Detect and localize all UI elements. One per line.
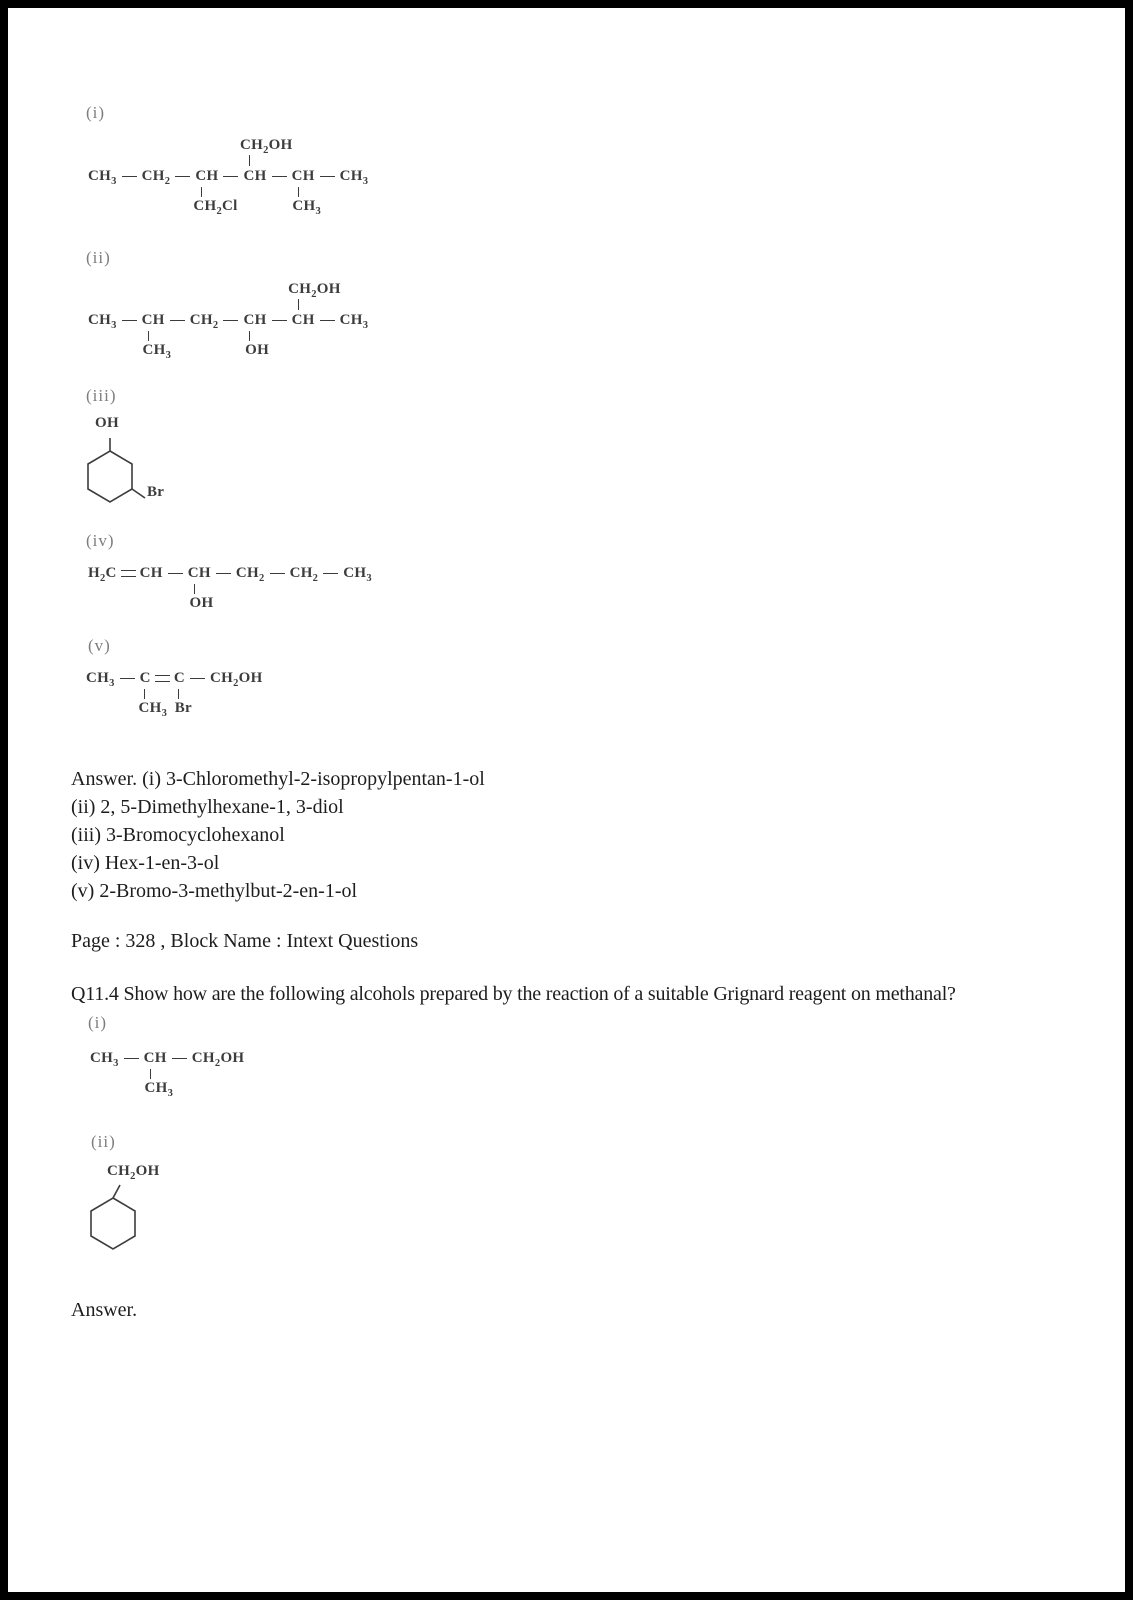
q3-answer-block (71, 765, 485, 905)
structure-q3-i (88, 137, 369, 217)
single-bond-icon (272, 320, 287, 321)
substituent: $CH_2Cl$ (193, 198, 238, 217)
atom: $CH_2$ (141, 168, 171, 187)
single-bond-icon (120, 678, 135, 679)
atom: $CH_3$ (88, 168, 117, 187)
atom: CH $CH_3$ (291, 168, 322, 217)
double-bond-icon (155, 675, 170, 682)
substituent: $CH_3$ (138, 700, 168, 719)
atom: $CH_3$ (86, 670, 115, 689)
item-label-i: (i) (86, 103, 106, 122)
formula-chain (88, 137, 369, 217)
item-label-v: (v) (88, 636, 111, 655)
substituent: $CH_3$ (144, 1080, 174, 1099)
single-bond-icon (323, 573, 338, 574)
single-bond-icon (172, 1058, 187, 1059)
single-bond-icon (170, 320, 185, 321)
atom: CH (139, 565, 163, 581)
substituent: $CH_2OH$ (239, 137, 293, 156)
item-label-iii: (iii) (86, 386, 117, 405)
formula-chain (88, 281, 369, 361)
vertical-bond-icon (298, 187, 299, 197)
atom: CH $CH_2Cl$ (193, 168, 238, 217)
q4-answer-heading: Answer. (71, 1299, 138, 1321)
vertical-bond-icon (144, 689, 145, 699)
substituent: $CH_3$ (292, 198, 322, 217)
atom: CH $CH_2OH$ (288, 281, 341, 328)
item-label-q4-i: (i) (88, 1013, 108, 1032)
cyclohexane-ring (76, 432, 186, 512)
atom: $CH_3$ (88, 312, 117, 331)
atom: CH $CH_3$ (143, 1050, 174, 1099)
atom: CH $CH_2OH$ (239, 137, 293, 184)
atom: $CH_2$ (235, 565, 265, 584)
atom: CH OH (187, 565, 214, 611)
atom: C $CH_3$ (138, 670, 168, 719)
atom: $CH_3$ (90, 1050, 119, 1069)
formula-chain (88, 564, 372, 611)
substituent: Br (174, 700, 192, 716)
atom: CH OH (243, 312, 270, 358)
cyclohexane-ring (88, 1182, 158, 1254)
answer-line: (iv) Hex-1-en-3-ol (71, 852, 220, 874)
single-bond-icon (270, 573, 285, 574)
substituent: OH (245, 342, 270, 358)
vertical-bond-icon (249, 331, 250, 341)
substituent: OH (189, 595, 214, 611)
structure-q3-v (86, 669, 263, 719)
substituent: $CH_2OH$ (288, 281, 341, 300)
vertical-bond-icon (194, 584, 195, 594)
atom: $CH_3$ (339, 168, 369, 187)
item-label-iv: (iv) (86, 531, 115, 550)
vertical-bond-icon (298, 299, 299, 310)
single-bond-icon (175, 176, 190, 177)
answer-line: (iii) 3-Bromocyclohexanol (71, 824, 285, 846)
atom: CH $CH_3$ (141, 312, 172, 361)
single-bond-icon (223, 320, 238, 321)
question-q11-4: Q11.4 Show how are the following alcohols prepared by the reaction of a suitable Grignard reagent on methanal? (71, 983, 956, 1005)
vertical-bond-icon (178, 689, 179, 699)
answer-line: (v) 2-Bromo-3-methylbut-2-en-1-ol (71, 880, 358, 902)
single-bond-icon (320, 320, 335, 321)
double-bond-icon (121, 570, 136, 577)
single-bond-icon (272, 176, 287, 177)
ring-br-label: Br (147, 484, 165, 500)
vertical-bond-icon (201, 187, 202, 197)
substituent: $CH_3$ (142, 342, 172, 361)
atom: C Br (173, 670, 192, 716)
single-bond-icon (122, 320, 137, 321)
vertical-bond-icon (150, 1069, 151, 1079)
single-bond-icon (190, 678, 205, 679)
atom: $CH_2OH$ (191, 1050, 245, 1069)
ring-oh-label: OH (95, 415, 119, 431)
single-bond-icon (122, 176, 137, 177)
single-bond-icon (124, 1058, 139, 1059)
ring-ch2oh-label: $CH_2OH$ (107, 1163, 160, 1182)
atom: $CH_2OH$ (209, 670, 263, 689)
structure-q3-ii (88, 281, 369, 361)
atom: $CH_2$ (289, 565, 319, 584)
formula-chain (90, 1049, 245, 1099)
page-block-reference: Page : 328 , Block Name : Intext Questions (71, 930, 419, 952)
item-label-q4-ii: (ii) (91, 1132, 116, 1151)
atom: $CH_3$ (343, 565, 372, 584)
formula-chain (86, 669, 263, 719)
structure-q3-iv (88, 564, 372, 611)
answer-line: Answer. (i) 3-Chloromethyl-2-isopropylpentan-1-ol (71, 768, 485, 790)
atom: $CH_3$ (339, 312, 369, 331)
single-bond-icon (320, 176, 335, 177)
structure-q4-i (90, 1049, 245, 1099)
single-bond-icon (168, 573, 183, 574)
answer-line: (ii) 2, 5-Dimethylhexane-1, 3-diol (71, 796, 344, 818)
atom: $CH_2$ (189, 312, 219, 331)
atom: $H_2C$ (88, 565, 117, 584)
vertical-bond-icon (249, 155, 250, 166)
single-bond-icon (216, 573, 231, 574)
vertical-bond-icon (148, 331, 149, 341)
item-label-ii: (ii) (86, 248, 111, 267)
single-bond-icon (223, 176, 238, 177)
